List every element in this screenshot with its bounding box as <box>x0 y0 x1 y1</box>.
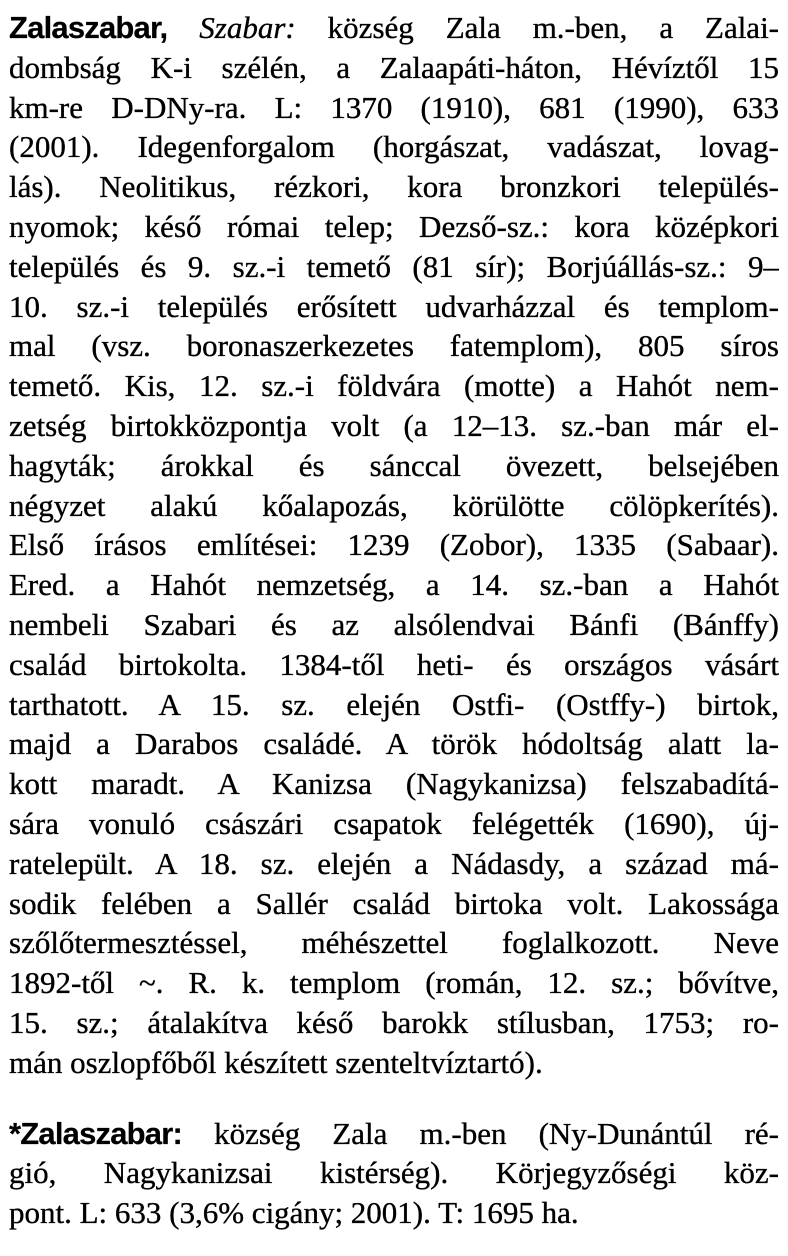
text-line: ratelepült. A 18. sz. elején a Nádasdy, a század má- <box>9 845 779 881</box>
text-line: mán oszlopfőből készített szenteltvíztartó). <box>9 1044 543 1080</box>
text-line: 15. sz.; átalakítva késő barokk stílusban, 1753; ro- <box>9 1004 779 1040</box>
entry-headword: *Zalaszabar: <box>9 1115 183 1151</box>
text-line: négyzet alakú kőalapozás, körülötte cölöpkerítés). <box>9 487 779 523</box>
text-line: 1892-től ~. R. k. templom (román, 12. sz.; bővítve, <box>9 965 779 1001</box>
text-line: gió, Nagykanizsai kistérség). Körjegyzőségi köz- <box>9 1155 779 1191</box>
text-line: Ered. a Hahót nemzetség, a 14. sz.-ban a Hahót <box>9 567 779 603</box>
text-line: lás). Neolitikus, rézkori, kora bronzkori település- <box>9 169 779 205</box>
text-line: nembeli Szabari és az alsólendvai Bánfi (Bánffy) <box>9 606 779 642</box>
entry-text <box>167 10 199 45</box>
entry-text: község Zala m.-ben, a Zalai- <box>295 10 779 45</box>
text-line: 10. sz.-i település erősített udvarházzal és templom- <box>9 288 779 324</box>
lexicon-entry-admin <box>9 1114 779 1233</box>
text-line: család birtokolta. 1384-től heti- és országos vásárt <box>9 646 779 682</box>
text-line: nyomok; késő római telep; Dezső-sz.: kora középkori <box>9 208 779 244</box>
text-line: település és 9. sz.-i temető (81 sír); Borjúállás-sz.: 9– <box>9 248 779 284</box>
text-line <box>9 8 779 48</box>
text-line: zetség birtokközpontja volt (a 12–13. sz.-ban már el- <box>9 407 779 443</box>
text-line: temető. Kis, 12. sz.-i földvára (motte) a Hahót nem- <box>9 368 779 404</box>
text-line: (2001). Idegenforgalom (horgászat, vadászat, lovag- <box>9 129 779 165</box>
text-line: mal (vsz. boronaszerkezetes fatemplom), 805 síros <box>9 328 779 364</box>
text-line: szőlőtermesztéssel, méhészettel foglalkozott. Neve <box>9 925 779 961</box>
text-line: dombság K-i szélén, a Zalaapáti-háton, Hévíztől 15 <box>9 49 779 85</box>
text-line: hagyták; árokkal és sánccal övezett, belsejében <box>9 447 779 483</box>
text-line <box>9 1114 779 1154</box>
text-line: tarthatott. A 15. sz. elején Ostfi- (Ostffy-) birtok, <box>9 686 779 722</box>
text-line: kott maradt. A Kanizsa (Nagykanizsa) felszabadítá- <box>9 766 779 802</box>
entry-text: község Zala m.-ben (Ny-Dunántúl ré- <box>182 1115 779 1151</box>
lexicon-entry-main <box>9 8 779 1083</box>
text-line: km-re D-DNy-ra. L: 1370 (1910), 681 (1990), 633 <box>9 89 779 125</box>
text-line: pont. L: 633 (3,6% cigány; 2001). T: 1695 ha. <box>9 1195 579 1231</box>
entry-headword: Zalaszabar, <box>9 10 168 45</box>
text-line: Első írásos említései: 1239 (Zobor), 1335 (Sabaar). <box>9 527 779 563</box>
text-line: sára vonuló császári csapatok felégették (1690), új- <box>9 805 779 841</box>
text-line: sodik felében a Sallér család birtoka volt. Lakossága <box>9 885 779 921</box>
entry-variant-name: Szabar: <box>199 10 296 45</box>
text-line: majd a Darabos családé. A török hódoltság alatt la- <box>9 726 779 762</box>
